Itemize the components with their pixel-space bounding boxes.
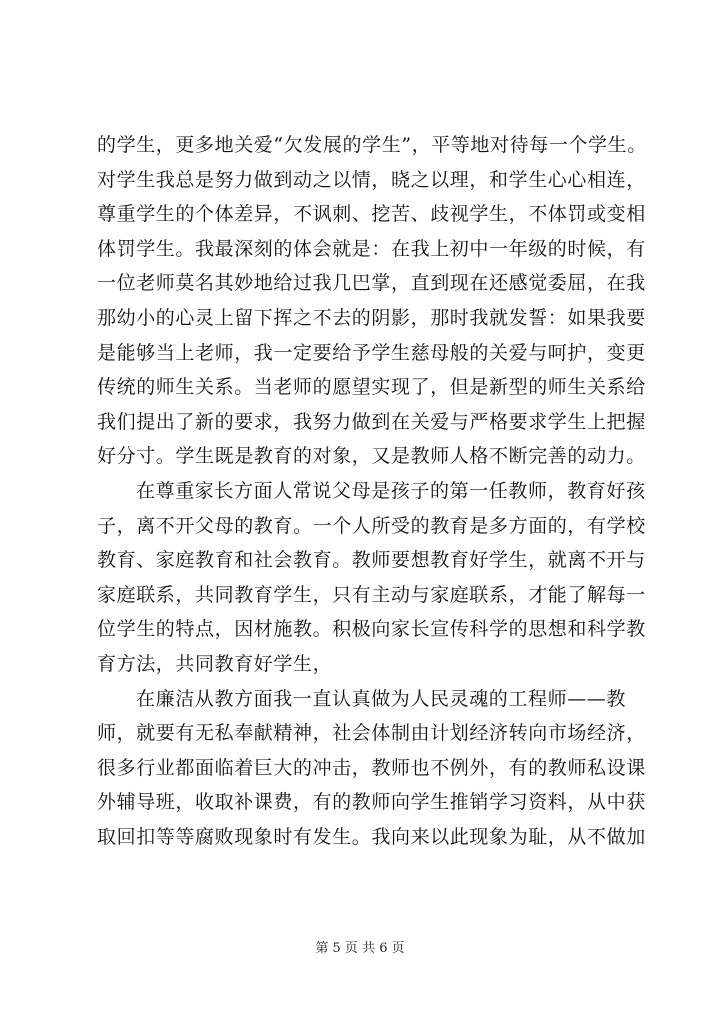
text-line: 育方法，共同教育好学生， bbox=[97, 652, 333, 675]
text-line: 教育、家庭教育和社会教育。教师要想教育好学生，就离不开与 bbox=[97, 549, 646, 572]
text-line: 体罚学生。我最深刻的体会就是：在我上初中一年级的时候，有 bbox=[97, 237, 646, 260]
text-line: 子，离不开父母的教育。一个人所受的教育是多方面的，有学校 bbox=[97, 514, 646, 537]
text-line: 师，就要有无私奉献精神，社会体制由计划经济转向市场经济， bbox=[97, 722, 646, 745]
text-line: 我们提出了新的要求，我努力做到在关爱与严格要求学生上把握 bbox=[97, 410, 646, 433]
body-text bbox=[97, 128, 647, 854]
text-line: 的学生，更多地关爱“欠发展的学生”，平等地对待每一个学生。 bbox=[97, 134, 647, 156]
text-line: 家庭联系，共同教育学生，只有主动与家庭联系，才能了解每一 bbox=[97, 583, 646, 606]
text-line: 是能够当上老师，我一定要给予学生慈母般的关爱与呵护，变更 bbox=[97, 341, 646, 364]
text-line: 取回扣等等腐败现象时有发生。我向来以此现象为耻，从不做加 bbox=[97, 825, 646, 848]
text-line: 位学生的特点，因材施教。积极向家长宣传科学的思想和科学教 bbox=[97, 618, 646, 641]
text-line: 好分寸。学生既是教育的对象，又是教师人格不断完善的动力。 bbox=[97, 445, 646, 468]
text-line: 很多行业都面临着巨大的冲击，教师也不例外，有的教师私设课 bbox=[97, 756, 646, 779]
text-line: 那幼小的心灵上留下挥之不去的阴影，那时我就发誓：如果我要 bbox=[97, 306, 646, 329]
text-line: 传统的师生关系。当老师的愿望实现了，但是新型的师生关系给 bbox=[97, 376, 646, 399]
text-line: 对学生我总是努力做到动之以情，晓之以理，和学生心心相连， bbox=[97, 168, 646, 191]
text-line: 尊重学生的个体差异，不讽刺、挖苦、歧视学生，不体罚或变相 bbox=[97, 203, 646, 226]
text-line: 外辅导班，收取补课费，有的教师向学生推销学习资料，从中获 bbox=[97, 791, 646, 814]
page-footer: 第 5 页 共 6 页 bbox=[315, 941, 405, 956]
text-line: 一位老师莫名其妙地给过我几巴掌，直到现在还感觉委屈，在我 bbox=[97, 272, 646, 295]
paragraph-start-line: 在廉洁从教方面我一直认真做为人民灵魂的工程师——教 bbox=[136, 687, 627, 710]
paragraph-start-line: 在尊重家长方面人常说父母是孩子的第一任教师，教育好孩 bbox=[136, 479, 646, 502]
